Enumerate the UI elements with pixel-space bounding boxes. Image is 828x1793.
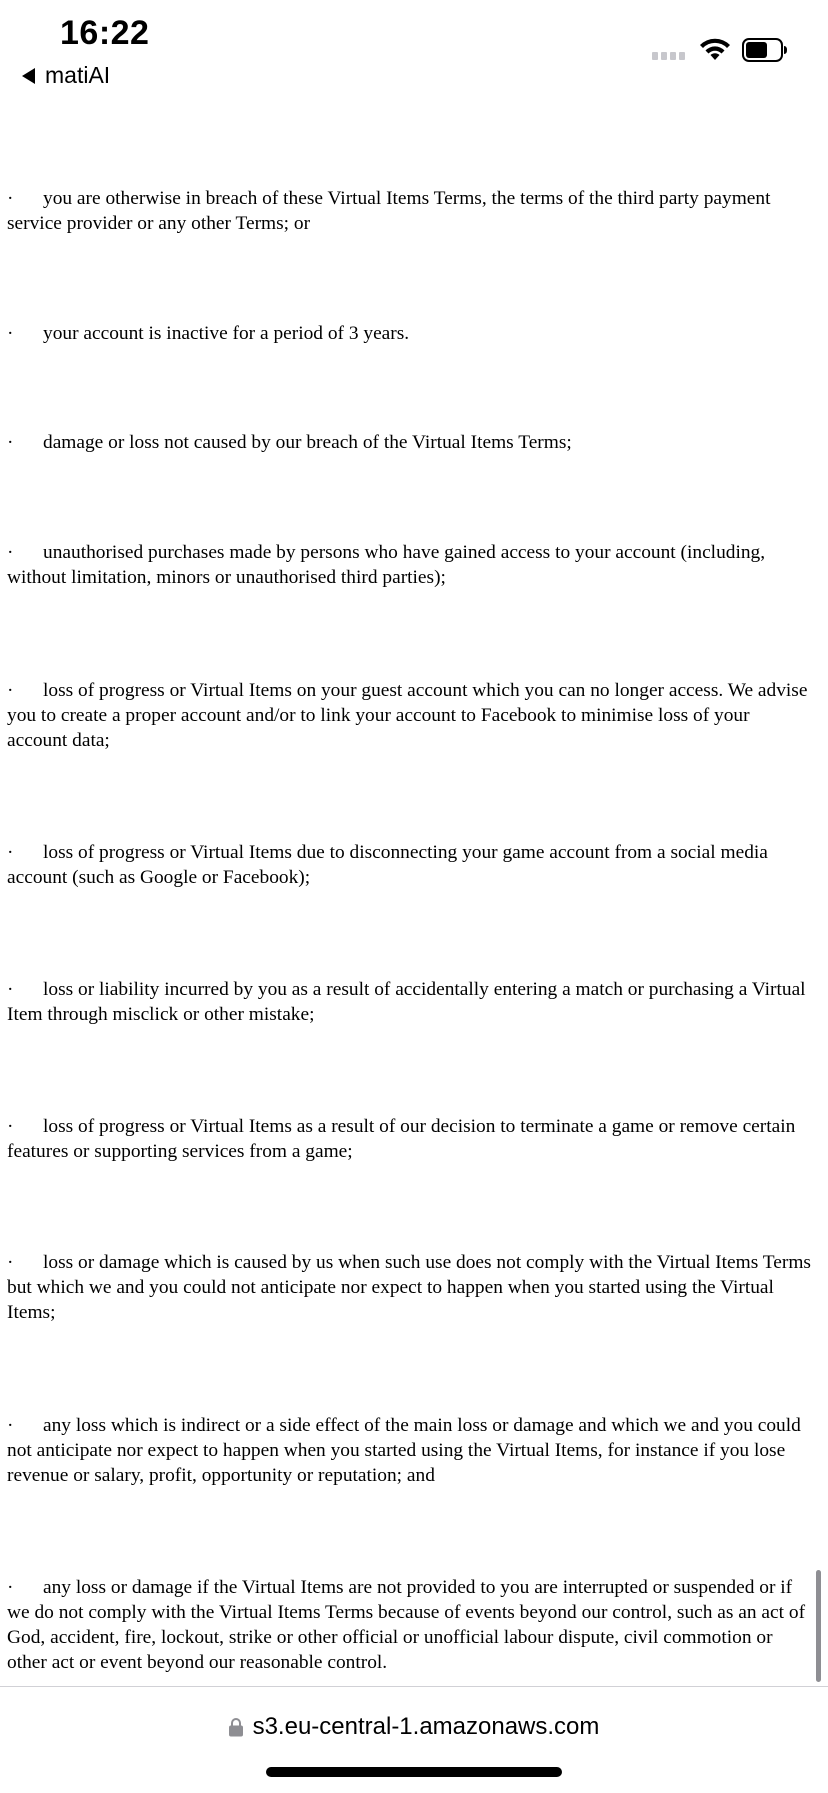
back-to-app-button[interactable] xyxy=(22,62,110,89)
list-item: · you are otherwise in breach of these Virtual Items Terms, the terms of the third party payment service provider or any other Terms; or xyxy=(7,188,771,234)
url-text: s3.eu-central-1.amazonaws.com xyxy=(252,1713,600,1740)
battery-icon xyxy=(742,38,788,62)
list-item: · any loss which is indirect or a side effect of the main loss or damage and which we and you could not anticipate nor expect to happen when you started using the Virtual Items, for instance if you lose revenue or salary, profit, opportunity or reputation; and xyxy=(7,1415,801,1486)
back-app-label: matiAI xyxy=(45,62,111,88)
list-item: · your account is inactive for a period of 3 years. xyxy=(7,323,410,344)
wifi-icon xyxy=(698,36,732,62)
lock-icon xyxy=(229,1717,243,1737)
list-item: · loss of progress or Virtual Items on your guest account which you can no longer access. We advise you to create a proper account and/or to link your account to Facebook to minimise loss of your account data; xyxy=(7,680,808,751)
list-item: · loss of progress or Virtual Items as a result of our decision to terminate a game or remove certain features or supporting services from a game; xyxy=(7,1116,796,1162)
list-item: · loss or damage which is caused by us when such use does not comply with the Virtual Items Terms but which we and you could not anticipate nor expect to happen when you started using the Virtual Items; xyxy=(7,1252,811,1323)
scrollbar[interactable] xyxy=(816,1570,821,1682)
list-item: · loss or liability incurred by you as a result of accidentally entering a match or purchasing a Virtual Item through misclick or other mistake; xyxy=(7,979,806,1025)
status-time: 16:22 xyxy=(60,14,150,52)
terms-content xyxy=(0,100,828,1686)
list-item: · loss of progress or Virtual Items due to disconnecting your game account from a social media account (such as Google or Facebook); xyxy=(7,842,768,888)
address-field[interactable] xyxy=(0,1713,828,1741)
home-indicator xyxy=(266,1767,562,1777)
list-item: · unauthorised purchases made by persons who have gained access to your account (including, without limitation, minors or unauthorised third parties); xyxy=(7,542,766,588)
url-bar[interactable] xyxy=(0,1686,828,1793)
status-bar xyxy=(0,0,828,100)
list-item: · damage or loss not caused by our breach of the Virtual Items Terms; xyxy=(7,432,572,453)
back-arrow-icon xyxy=(22,68,35,84)
signal-icon xyxy=(652,52,685,60)
list-item: · any loss or damage if the Virtual Items are not provided to you are interrupted or suspended or if we do not comply with the Virtual Items Terms because of events beyond our control, such as an act of God, accident, fire, lockout, strike or other official or unofficial labour dispute, civil commotion or other act or event beyond our reasonable control. xyxy=(7,1577,806,1673)
